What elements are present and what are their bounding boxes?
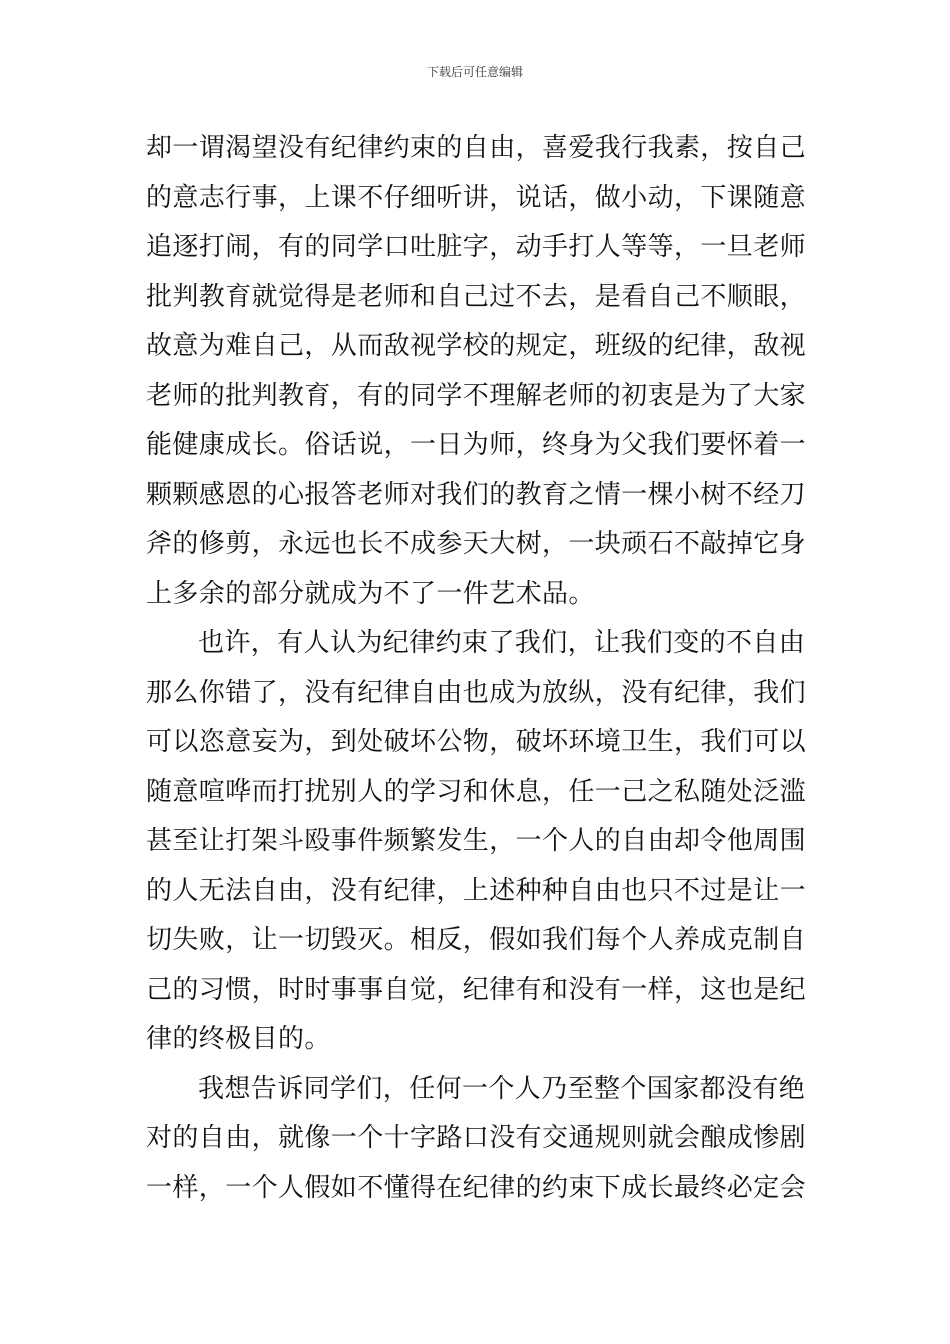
text-line: 律的终极目的。 bbox=[146, 1024, 331, 1054]
text-line: 的意志行事，上课不仔细听讲，说话，做小动，下课随意 bbox=[146, 182, 807, 213]
text-line: 对的自由，就像一个十字路口没有交通规则就会酿成惨剧 bbox=[146, 1123, 807, 1153]
text-line: 那么你错了，没有纪律自由也成为放纵，没有纪律，我们 bbox=[146, 677, 807, 708]
text-line: 可以恣意妄为，到处破坏公物，破坏环境卫生，我们可以 bbox=[146, 727, 807, 757]
text-line: 故意为难自己，从而敌视学校的规定，班级的纪律，敌视 bbox=[146, 331, 807, 361]
text-line: 颗颗感恩的心报答老师对我们的教育之情一棵小树不经刀 bbox=[146, 479, 807, 510]
text-line: 批判教育就觉得是老师和自己过不去，是看自己不顺眼， bbox=[146, 281, 807, 312]
text-line: 却一谓渴望没有纪律约束的自由，喜爱我行我素，按自己 bbox=[146, 133, 807, 163]
page-header: 下载后可任意编辑 bbox=[426, 65, 523, 79]
paragraph-first-line: 我想告诉同学们，任何一个人乃至整个国家都没有绝 bbox=[198, 1073, 806, 1104]
text-line: 一样，一个人假如不懂得在纪律的约束下成长最终必定会 bbox=[146, 1172, 807, 1203]
text-line: 能健康成长。俗话说，一日为师，终身为父我们要怀着一 bbox=[146, 430, 807, 460]
document-body bbox=[146, 124, 812, 1213]
text-line: 随意喧哗而打扰别人的学习和休息，任一己之私随处泛滥 bbox=[146, 776, 807, 807]
text-line: 己的习惯，时时事事自觉，纪律有和没有一样，这也是纪 bbox=[146, 974, 807, 1005]
text-line: 甚至让打架斗殴事件频繁发生，一个人的自由却令他周围 bbox=[146, 826, 807, 856]
text-line: 追逐打闹，有的同学口吐脏字，动手打人等等，一旦老师 bbox=[146, 232, 807, 262]
text-line: 上多余的部分就成为不了一件艺术品。 bbox=[146, 578, 595, 609]
text-line: 斧的修剪，永远也长不成参天大树，一块顽石不敲掉它身 bbox=[146, 529, 807, 559]
paragraph-first-line: 也许，有人认为纪律约束了我们，让我们变的不自由 bbox=[198, 628, 806, 658]
text-line: 切失败，让一切毁灭。相反，假如我们每个人养成克制自 bbox=[146, 925, 807, 955]
text-line: 的人无法自由，没有纪律，上述种种自由也只不过是让一 bbox=[146, 875, 807, 906]
text-line: 老师的批判教育，有的同学不理解老师的初衷是为了大家 bbox=[146, 380, 807, 411]
